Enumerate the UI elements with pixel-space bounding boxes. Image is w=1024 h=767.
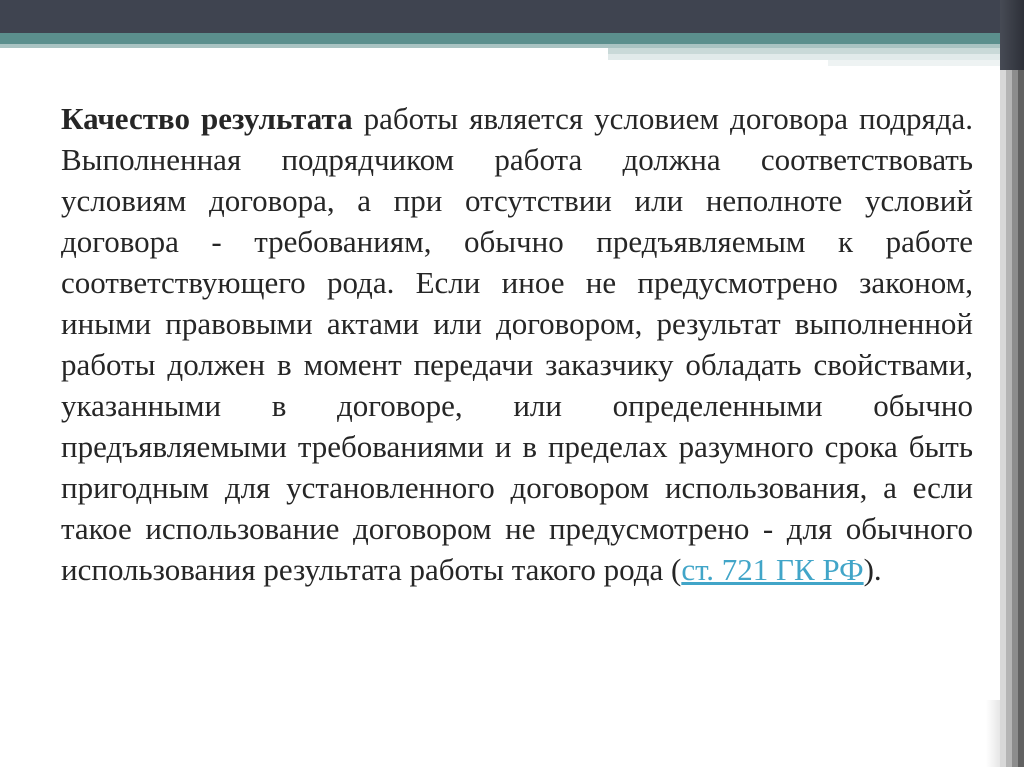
page-edge: [1018, 0, 1024, 767]
decor-strip: [828, 60, 1000, 66]
bold-lead: Качество результата: [61, 101, 353, 136]
body-tail: ).: [863, 552, 882, 587]
header-band: [0, 0, 1000, 33]
body-paragraph: [61, 98, 973, 590]
page-edge-top: [1000, 0, 1024, 70]
page-curl: [986, 700, 1000, 767]
law-reference-link[interactable]: ст. 721 ГК РФ: [681, 552, 864, 587]
header-accent-stripe: [0, 33, 1000, 44]
body-text: работы является условием договора подряда. Выполненная подрядчиком работа должна соответствовать условиям договора, а при отсутствии или неполноте условий договора - требованиям, обычно предъявляемым к работе соответствующего рода. Если иное не предусмотрено законом, иными правовыми актами или договором, результат выполненной работы должен в момент передачи заказчику обладать свойствами, указанными в договоре, или определенными обычно предъявляемыми требованиями и в пределах разумного срока быть пригодным для установленного договором использования, а если такое использование договором не предусмотрено - для обычного использования результата работы такого рода (: [61, 101, 974, 587]
